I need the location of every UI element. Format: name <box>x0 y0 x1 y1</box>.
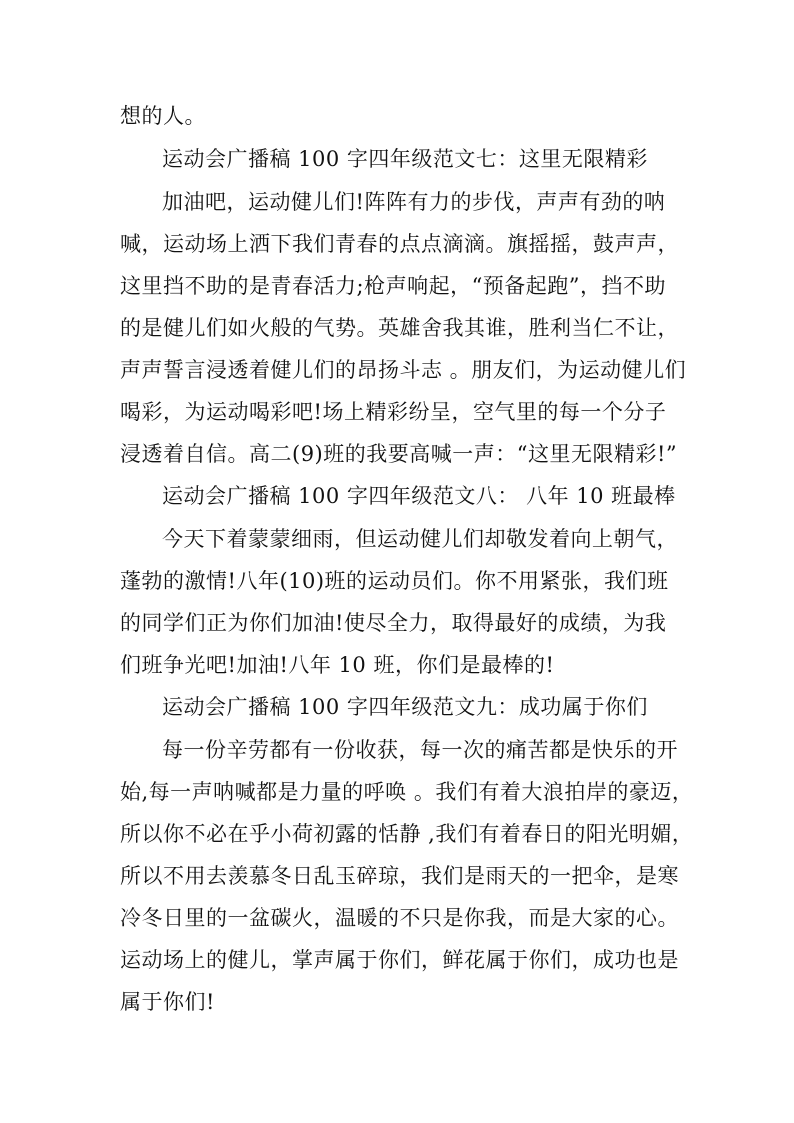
paragraph-line: 蓬勃的激情!八年(10)班的运动员们。你不用紧张，我们班 <box>120 569 669 593</box>
paragraph-line: 运动场上的健儿，掌声属于你们，鲜花属于你们，成功也是 <box>120 948 679 972</box>
paragraph-line: 冷冬日里的一盆碳火，温暖的不只是你我，而是大家的心。 <box>120 906 679 930</box>
paragraph-line: 加油吧，运动健儿们!阵阵有力的步伐，声声有劲的呐 <box>162 190 666 214</box>
paragraph-line: 们班争光吧!加油!八年 10 班，你们是最棒的! <box>120 653 555 677</box>
paragraph-line: 每一份辛劳都有一份收获，每一次的痛苦都是快乐的开 <box>162 738 678 762</box>
paragraph-line: 所以不用去羡慕冬日乱玉碎琼，我们是雨天的一把伞，是寒 <box>120 864 679 888</box>
section-heading: 运动会广播稿 100 字四年级范文八： 八年 10 班最棒 <box>162 484 676 508</box>
paragraph-line: 想的人。 <box>120 104 206 128</box>
paragraph-line: 喊，运动场上洒下我们青春的点点滴滴。旗摇摇，鼓声声， <box>120 232 679 256</box>
paragraph-line: 这里挡不助的是青春活力;枪声响起，“预备起跑”，挡不助 <box>120 274 667 298</box>
paragraph-line: 浸透着自信。高二(9)班的我要高喊一声：“这里无限精彩!” <box>120 442 678 466</box>
paragraph-line: 的是健儿们如火般的气势。英雄舍我其谁，胜利当仁不让， <box>120 316 679 340</box>
paragraph-line: 的同学们正为你们加油!使尽全力，取得最好的成绩，为我 <box>120 611 667 635</box>
section-heading: 运动会广播稿 100 字四年级范文七：这里无限精彩 <box>162 147 648 171</box>
paragraph-line: 属于你们! <box>120 990 215 1014</box>
section-heading: 运动会广播稿 100 字四年级范文九：成功属于你们 <box>162 695 648 719</box>
paragraph-line: 声声誓言浸透着健儿们的昂扬斗志 。朋友们，为运动健儿们 <box>120 358 687 382</box>
paragraph-line: 始,每一声呐喊都是力量的呼唤 。我们有着大浪拍岸的豪迈， <box>120 780 694 804</box>
paragraph-line: 今天下着蒙蒙细雨，但运动健儿们却敬发着向上朝气， <box>162 527 678 551</box>
paragraph-line: 喝彩，为运动喝彩吧!场上精彩纷呈，空气里的每一个分子 <box>120 400 667 424</box>
paragraph-line: 所以你不必在乎小荷初露的恬静 ,我们有着春日的阳光明媚， <box>120 822 694 846</box>
